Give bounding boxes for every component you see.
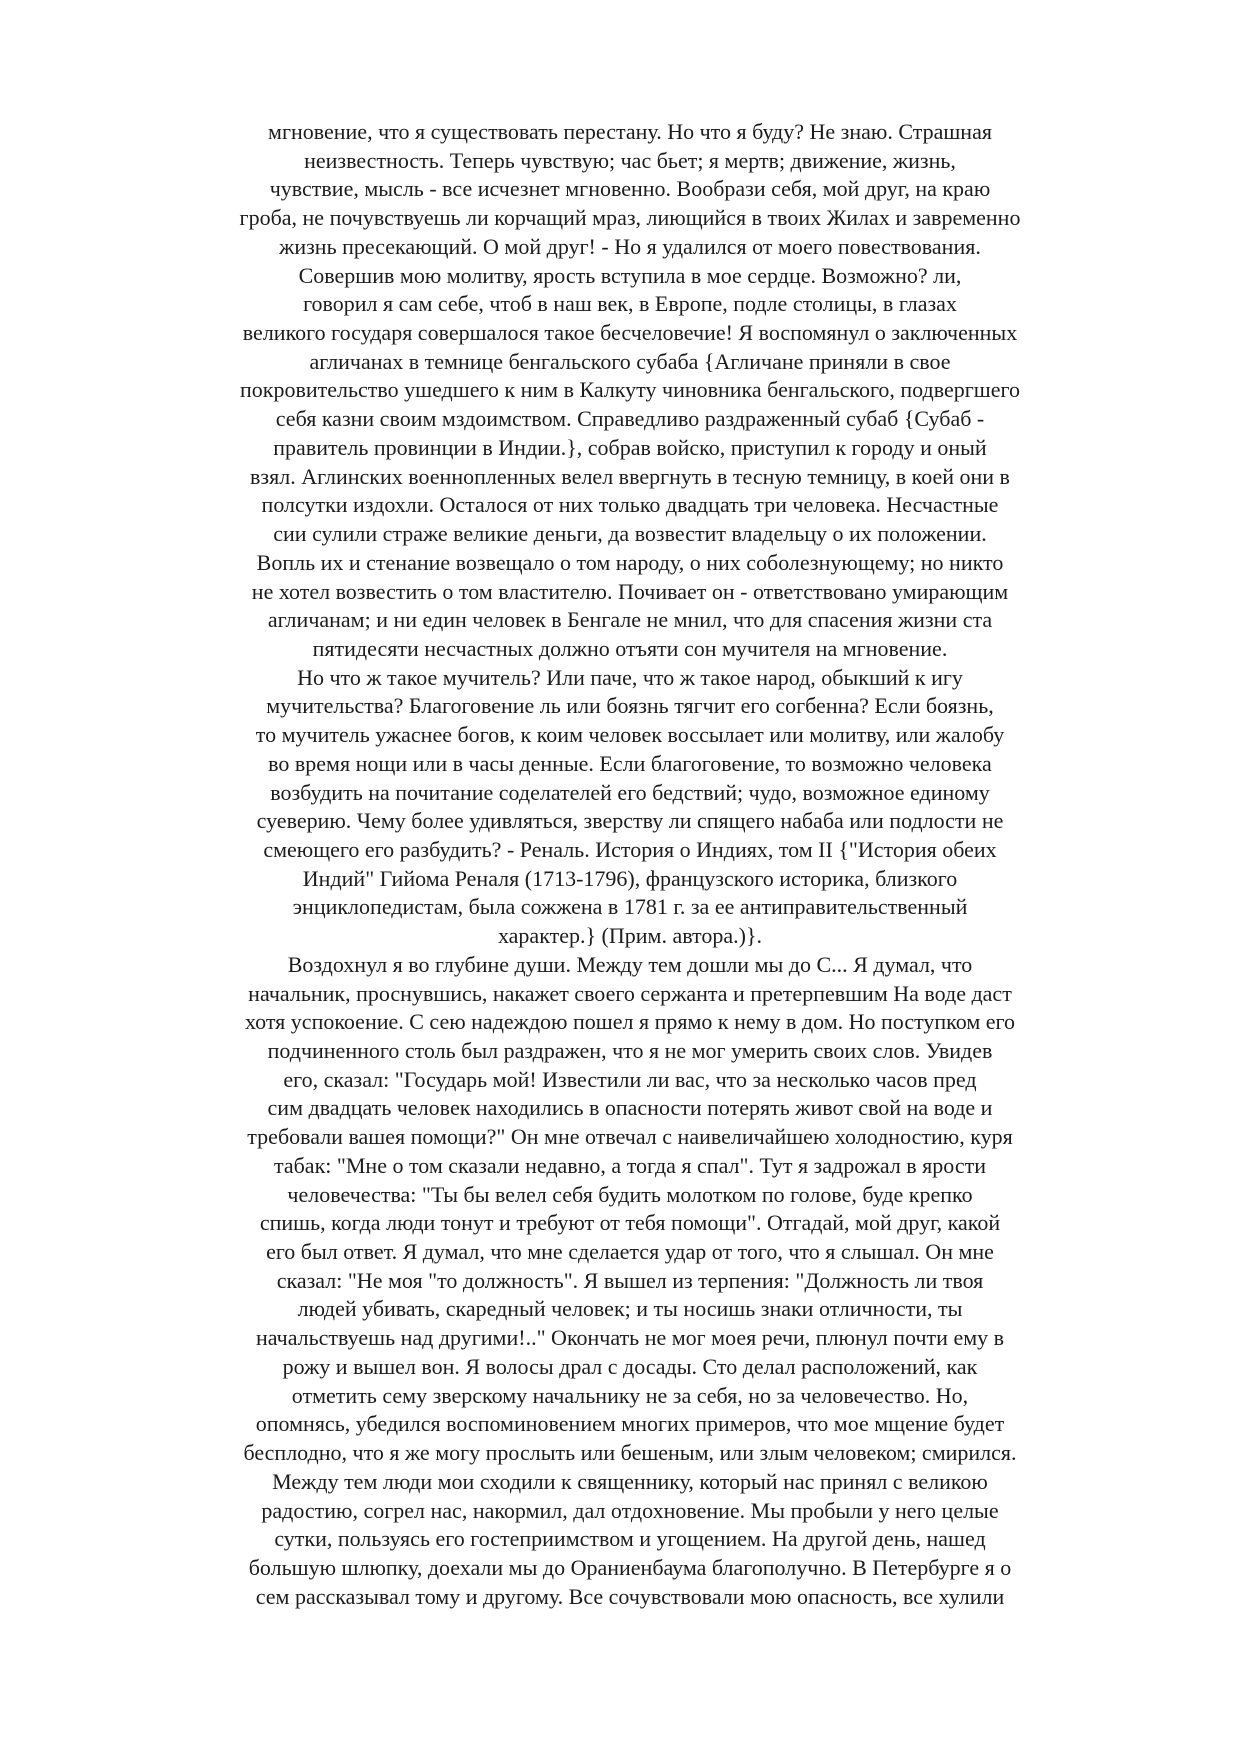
text-line: энциклопедистам, была сожжена в 1781 г. за ее антиправительственный bbox=[292, 894, 968, 920]
text-line: Воздохнул я во глубине души. Между тем дошли мы до С... Я думал, что bbox=[287, 951, 973, 977]
text-line: отметить сему зверскому начальнику не за себя, но за человечество. Но, bbox=[291, 1382, 969, 1408]
text-line: опомнясь, убедился воспоминовением многих примеров, что мое мщение будет bbox=[255, 1411, 1005, 1437]
text-line: полсутки издохли. Осталося от них только двадцать три человека. Несчастные bbox=[261, 492, 999, 518]
text-line: сии сулили страже великие деньги, да возвестит владельцу о их положении. bbox=[273, 521, 987, 547]
text-line: Индий" Гийома Реналя (1713-1796), французского историка, близкого bbox=[302, 865, 958, 891]
text-line: рожу и вышел вон. Я волосы драл с досады. Сто делал расположений, как bbox=[282, 1353, 978, 1379]
text-line: чувствие, мысль - все исчезнет мгновенно. Вообрази себя, мой друг, на краю bbox=[269, 176, 991, 202]
text-line: большую шлюпку, доехали мы до Ораниенбаума благополучно. В Петербурге я о bbox=[248, 1554, 1012, 1580]
text-line: суеверию. Чему более удивляться, зверству ли спящего набаба или подлости не bbox=[256, 808, 1004, 834]
text-line: сим двадцать человек находились в опасности потерять живот свой на воде и bbox=[267, 1095, 993, 1121]
text-line: сем рассказывал тому и другому. Все сочувствовали мою опасность, все хулили bbox=[255, 1583, 1005, 1609]
text-line: сутки, пользуясь его гостеприимством и угощением. На другой день, нашед bbox=[274, 1526, 986, 1552]
text-line: хотя успокоение. С сею надеждою пошел я прямо к нему в дом. Но поступком его bbox=[244, 1009, 1015, 1035]
text-line: человечества: "Ты бы велел себя будить молотком по голове, буде крепко bbox=[287, 1181, 973, 1207]
text-line: во время нощи или в часы денные. Если благоговение, то возможно человека bbox=[268, 750, 992, 776]
text-line: начальствуешь над другими!.." Окончать не мог моея речи, плюнул почти ему в bbox=[255, 1325, 1005, 1351]
text-line: сказал: "Не моя "то должность". Я вышел из терпения: "Должность ли твоя bbox=[276, 1267, 984, 1293]
text-line: его был ответ. Я думал, что мне сделается удар от того, что я слышал. Он мне bbox=[266, 1239, 994, 1265]
text-line: его, сказал: "Государь мой! Известили ли вас, что за несколько часов пред bbox=[283, 1066, 977, 1092]
text-line: пятидесяти несчастных должно отъяти сон мучителя на мгновение. bbox=[312, 635, 948, 661]
text-line: подчиненного столь был раздражен, что я не мог умерить своих слов. Увидев bbox=[267, 1038, 993, 1063]
text-line: бесплодно, что я же могу прослыть или бешеным, или злым человеком; смирился. bbox=[243, 1440, 1017, 1466]
text-line: неизвестность. Теперь чувствую; час бьет; я мертв; движение, жизнь, bbox=[304, 147, 956, 173]
text-line: Между тем люди мои сходили к священнику, который нас принял с великою bbox=[272, 1468, 988, 1494]
text-line: Вопль их и стенание возвещало о том народу, о них соболезнующему; но никто bbox=[256, 549, 1004, 575]
text-line: то мучитель ужаснее богов, к коим человек воссылает или молитву, или жалобу bbox=[255, 722, 1005, 748]
text-line bbox=[180, 1611, 1080, 1640]
text-line: смеющего его разбудить? - Реналь. История о Индиях, том II {"История обеих bbox=[263, 836, 997, 862]
text-line: себя казни своим мздоимством. Справедливо раздраженный субаб {Субаб - bbox=[275, 406, 985, 432]
text-line: покровительство ушедшего к ним в Калкуту чиновника бенгальского, подвергшего bbox=[240, 377, 1020, 403]
body-text bbox=[180, 118, 1080, 1640]
text-line: спишь, когда люди тонут и требуют от тебя помощи". Отгадай, мой друг, какой bbox=[259, 1210, 1001, 1236]
text-line: говорил я сам себе, чтоб в наш век, в Европе, подле столицы, в глазах bbox=[303, 291, 957, 317]
text-line: возбудить на почитание соделателей его бедствий; чудо, возможное единому bbox=[270, 779, 990, 805]
text-line: Но что ж такое мучитель? Или паче, что ж такое народ, обыкший к игу bbox=[297, 664, 963, 690]
text-line: гроба, не почувствуешь ли корчащий мраз, лиющийся в твоих Жилах и завременно bbox=[239, 205, 1021, 231]
text-line: взял. Аглинских военнопленных велел ввергнуть в тесную темницу, в коей они в bbox=[250, 463, 1010, 489]
text-line: мгновение, что я существовать перестану. Но что я буду? Не знаю. Страшная bbox=[268, 119, 992, 144]
text-line: табак: "Мне о том сказали недавно, а тогда я спал". Тут я задрожал в ярости bbox=[273, 1152, 987, 1178]
text-line: правитель провинции в Индии.}, собрав войско, приступил к городу и оный bbox=[273, 434, 987, 460]
text-line: людей убивать, скаредный человек; и ты носишь знаки отличности, ты bbox=[297, 1296, 963, 1322]
text-line: жизнь пресекающий. О мой друг! - Но я удалился от моего повествования. bbox=[279, 233, 981, 259]
text-line: радостию, согрел нас, накормил, дал отдохновение. Мы пробыли у него целые bbox=[261, 1497, 999, 1523]
text-line: агличанах в темнице бенгальского субаба {Агличане приняли в свое bbox=[309, 348, 951, 374]
text-line: великого государя совершалося такое бесчеловечие! Я воспомянул о заключенных bbox=[242, 320, 1018, 346]
text-line: агличанам; и ни един человек в Бенгале не мнил, что для спасения жизни ста bbox=[267, 607, 993, 633]
text-line: Совершив мою молитву, ярость вступила в мое сердце. Возможно? ли, bbox=[298, 262, 962, 288]
text-line: мучительства? Благоговение ль или боязнь тягчит его согбенна? Если боязнь, bbox=[266, 693, 994, 719]
text-line: начальник, проснувшись, накажет своего сержанта и претерпевшим На воде даст bbox=[248, 980, 1012, 1006]
text-line: требовали вашея помощи?" Он мне отвечал с наивеличайшею холодностию, куря bbox=[247, 1124, 1013, 1150]
text-line: характер.} (Прим. автора.)}. bbox=[497, 923, 763, 949]
text-line: не хотел возвестить о том властителю. Почивает он - ответствовано умирающим bbox=[251, 578, 1009, 604]
